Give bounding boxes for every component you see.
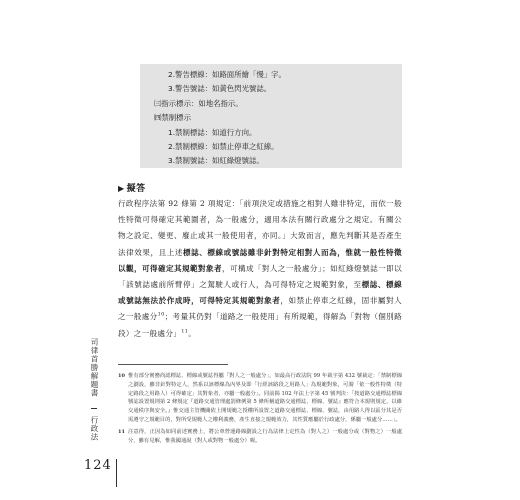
footnote: [118, 372, 402, 425]
footnote-ref: 10: [157, 311, 165, 318]
option-line: 3.警告號誌：如黃色閃光號誌。: [168, 84, 272, 94]
subject-title: 行政法: [90, 416, 99, 442]
side-divider: [91, 408, 97, 409]
answer-emphasis: 標誌、標線或號誌無法於作成時，可得特定其規範對象者: [118, 280, 402, 306]
footnotes: [118, 372, 402, 448]
answer-text: 行政程序法第 92 條第 2 項規定：「前項決定或措施之相對人雖非特定，而依一般性特徵可得確定其範圍者，為一般處分，適用本法有關行政處分之規定。有關公物之設定、變更、廢止或其一般使用者，亦同。」大致而言，應先判斷其是否產生法律效果，且上述: [118, 199, 402, 257]
footnote: [118, 428, 402, 446]
answer-paragraph: [118, 196, 402, 342]
footnote-number: 11: [118, 428, 125, 435]
option-line: 2.禁制標線：如禁止停車之紅線。: [168, 142, 279, 152]
answer-text: ，如禁止停車之紅線，固非屬對人之一般處分: [118, 296, 402, 322]
option-line: 1.禁制標誌：如道行方向。: [168, 127, 257, 137]
footnote-text: 惟有部分實務尚認標誌、標線或號誌得屬「對人之一般處分」，如最高行政法院 99 年裁字第 432 號裁定：「禁制標線之劃設，雖非針對特定人，然系以該標線為內界及即「行經該路段之用路人」為規範對象，可謂「依一般性特徵（特定路段之用路人）可得確定」其對象者，亦屬一般處分」。同前揭 102 年法上字第 45 號判決：「按道路交通標誌標線號誌設置規則第 2 條規定『道路交通管理處罰條例第 5 條所稱道路交通標誌、標線、號誌』應符合本規則規定，以維交通秩序與安全。』惟交通主管機關依上開規範之授權所設置之道路交通標誌、標線、號誌，由用路人得以區分其是否需遵守之規範目的，對所受規範人之權利義務，產生直接之規範效力，其性質應屬於行政處分，係屬一般處分……」。: [128, 373, 402, 423]
triangle-marker-icon: ▶: [118, 184, 125, 193]
answer-heading-label: 擬答: [126, 184, 146, 194]
answer-heading: [118, 181, 146, 194]
answer-text: ，可構成「對人之一般處分」；如紅綠燈號誌一即以「該號誌處前所臂停」之駕駛人或行人，為可得特定之規範對象，至: [118, 263, 402, 290]
answer-text: ；考量其仍對「道路之一般使用」有所規範，得解為「對物（個別路段）之一般處分」: [118, 312, 402, 338]
option-heading: ㈣禁制標示: [154, 113, 191, 123]
book-series-title: 司律首勝解題書: [90, 338, 99, 398]
option-heading: ㈢指示標示：如地名指示。: [154, 98, 243, 108]
answer-text: 。: [188, 328, 197, 338]
footnote-divider: [118, 364, 228, 365]
option-line: 3.禁制號誌：如紅綠燈號誌。: [168, 156, 264, 166]
option-line: 2.警告標線：如路面所繪「慢」字。: [168, 70, 286, 79]
answer-emphasis: 標誌、標線或號誌雖非針對特定相對人而為，惟就一般性特徵以觀，可得確定其規範對象者: [118, 247, 402, 273]
side-running-title: [88, 338, 110, 464]
footnote-ref: 11: [181, 328, 189, 335]
footnote-number: 10: [118, 373, 125, 379]
footnote-text: 注意得，正因為如同前述實務上，將公車營運路線劃設之行為法律上定性為（對人之）一般處分或（對物之）一般處分，雖有見解，惟我國通說（對人或對物一般處分）喔。: [128, 428, 402, 444]
page-number-rule: [116, 459, 117, 487]
page-number: 124: [84, 458, 112, 473]
question-options-box: [140, 64, 402, 168]
